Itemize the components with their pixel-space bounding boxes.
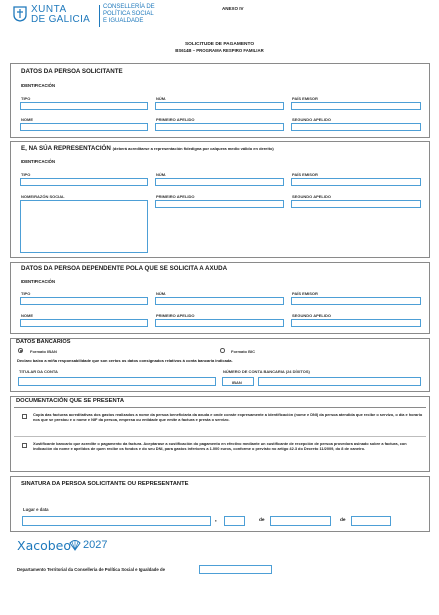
dependent-tipo-field[interactable] — [20, 297, 148, 305]
applicant-pais-label: PAÍS EMISOR — [292, 96, 318, 101]
applicant-apelido2-field[interactable] — [291, 123, 421, 131]
applicant-nome-label: NOME — [21, 117, 33, 122]
representative-nome-social-label: NOME/RAZÓN SOCIAL — [21, 194, 65, 199]
account-number-field[interactable] — [258, 377, 421, 386]
page-subtitle: BS614B – PROGRAMA RESPIRO FAMILIAR — [175, 48, 264, 53]
dependent-identification-heading: IDENTIFICACIÓN — [21, 279, 55, 284]
representative-apelido2-field[interactable] — [291, 200, 421, 208]
date-de1: de — [259, 518, 265, 523]
documentation-title-rule — [14, 407, 426, 408]
xunta-logo-line1: XUNTA — [31, 4, 67, 15]
account-holder-field[interactable] — [18, 377, 216, 386]
format-bic-label: Formato BIC — [231, 348, 255, 354]
day-field[interactable] — [224, 516, 245, 526]
account-holder-label: TITULAR DA CONTA — [19, 369, 58, 374]
representative-pais-label: PAÍS EMISOR — [292, 172, 318, 177]
dependent-tipo-label: TIPO — [21, 291, 31, 296]
format-iban-label: Formato IBAN — [30, 348, 57, 354]
documentation-section-title: DOCUMENTACIÓN QUE SE PRESENTA — [16, 398, 125, 404]
account-number-label: NÚMERO DE CONTA BANCARIA (24 DÍXITOS) — [223, 369, 310, 374]
applicant-num-field[interactable] — [155, 102, 284, 110]
xacobeo-shell-icon — [69, 539, 81, 551]
logo-divider — [99, 5, 100, 27]
dependent-apelido2-field[interactable] — [291, 319, 421, 327]
consellaria-logo-line3: E IGUALDADE — [103, 18, 144, 24]
dependent-apelido2-label: SEGUNDO APELIDO — [292, 313, 331, 318]
xacobeo-logo — [17, 538, 137, 554]
month-field[interactable] — [270, 516, 331, 526]
applicant-identification-heading: IDENTIFICACIÓN — [21, 83, 55, 88]
representative-apelido1-field[interactable] — [155, 200, 284, 208]
xunta-emblem-icon — [12, 5, 28, 22]
xunta-logo — [12, 4, 100, 34]
xacobeo-text: Xacobeo — [17, 538, 72, 553]
applicant-apelido1-field[interactable] — [155, 123, 284, 131]
year-field[interactable] — [351, 516, 391, 526]
date-de2: de — [340, 518, 346, 523]
department-field[interactable] — [199, 565, 272, 574]
format-iban-radio[interactable] — [18, 348, 23, 353]
documentation-item1-checkbox[interactable] — [22, 414, 27, 419]
xunta-logo-line2: DE GALICIA — [31, 14, 91, 25]
documentation-item1-text: Copia das facturas acreditativas dos gastos realizados a nome da persoa beneficiaria da axuda e onde conste expresamente a identificación (nome e DNI) da persoa atendida que recibe o servizo, o día e horario nos que se prestou e o nome e NIF da persoa, empresa ou entidade que emite a factura e presta o servizo. — [33, 411, 423, 423]
representative-section-title — [21, 145, 274, 152]
page-title: SOLICITUDE DE PAGAMENTO — [184, 42, 255, 47]
dependent-nome-label: NOME — [21, 313, 33, 318]
consellaria-logo-line2: POLÍTICA SOCIAL — [103, 11, 154, 17]
representative-pais-field[interactable] — [291, 178, 421, 186]
representative-apelido2-label: SEGUNDO APELIDO — [292, 194, 331, 199]
applicant-nome-field[interactable] — [20, 123, 148, 131]
representative-note: (deberá acreditarse a representación fidedigna por calquera medio válido en dereito) — [112, 146, 274, 151]
signature-section-title: SINATURA DA PERSOA SOLICITANTE OU REPRESENTANTE — [21, 481, 189, 487]
dependent-nome-field[interactable] — [20, 319, 148, 327]
bank-declaration: Declaro baixo a miña responsabilidade que son certos os datos consignados relativos á conta bancaria indicada. — [17, 358, 233, 363]
applicant-num-label: NÚM. — [156, 96, 167, 101]
representative-tipo-label: TIPO — [21, 172, 31, 177]
dependent-num-field[interactable] — [155, 297, 284, 305]
representative-apelido1-label: PRIMEIRO APELIDO — [156, 194, 195, 199]
applicant-tipo-label: TIPO — [21, 96, 31, 101]
representative-tipo-field[interactable] — [20, 178, 148, 186]
format-bic-radio[interactable] — [220, 348, 225, 353]
bank-section-title: DATOS BANCARIOS — [16, 339, 71, 345]
applicant-section-title: DATOS DA PERSOA SOLICITANTE — [21, 68, 123, 75]
applicant-apelido2-label: SEGUNDO APELIDO — [292, 117, 331, 122]
place-date-label: Lugar e data — [23, 507, 49, 512]
place-field[interactable] — [22, 516, 211, 526]
dependent-section-title: DATOS DA PERSOA DEPENDENTE POLA QUE SE SOLICITA A AXUDA — [21, 265, 228, 272]
department-label: Departamento Territorial da Consellería de Política Social e Igualdade de — [17, 567, 165, 572]
applicant-apelido1-label: PRIMEIRO APELIDO — [156, 117, 195, 122]
date-comma: , — [215, 517, 217, 523]
representative-num-field[interactable] — [155, 178, 284, 186]
documentation-item2-text: Xustificante bancario que acredite o pagamento da factura. Aceptarase a xustificación do pagamento en efectivo mediante un xustificante de recepción de persoa provedora asinado sobre a factura, con indicación do nome e apelidos de quen recibe os fondos e do seu DNI, para gastos inferiores a 1.000 euros, conforme o previsto no artigo 42.3 do Decreto 11/2009, do 8 de xaneiro. — [33, 440, 407, 452]
dependent-num-label: NÚM. — [156, 291, 167, 296]
dependent-apelido1-label: PRIMEIRO APELIDO — [156, 313, 195, 318]
xacobeo-year: 2027 — [83, 539, 108, 551]
documentation-item2-checkbox[interactable] — [22, 443, 27, 448]
applicant-pais-field[interactable] — [291, 102, 421, 110]
documentation-item-divider — [14, 436, 426, 437]
applicant-tipo-field[interactable] — [20, 102, 148, 110]
annex-label: ANEXO IV — [222, 6, 244, 11]
iban-label: IBAN — [232, 379, 242, 385]
dependent-apelido1-field[interactable] — [155, 319, 284, 327]
representative-identification-heading: IDENTIFICACIÓN — [21, 159, 55, 164]
consellaria-logo-line1: CONSELLERÍA DE — [103, 4, 155, 10]
representative-title-text: E, NA SÚA REPRESENTACIÓN — [21, 145, 111, 152]
representative-nome-social-field[interactable] — [20, 200, 148, 253]
representative-num-label: NÚM. — [156, 172, 167, 177]
dependent-pais-field[interactable] — [291, 297, 421, 305]
dependent-pais-label: PAÍS EMISOR — [292, 291, 318, 296]
